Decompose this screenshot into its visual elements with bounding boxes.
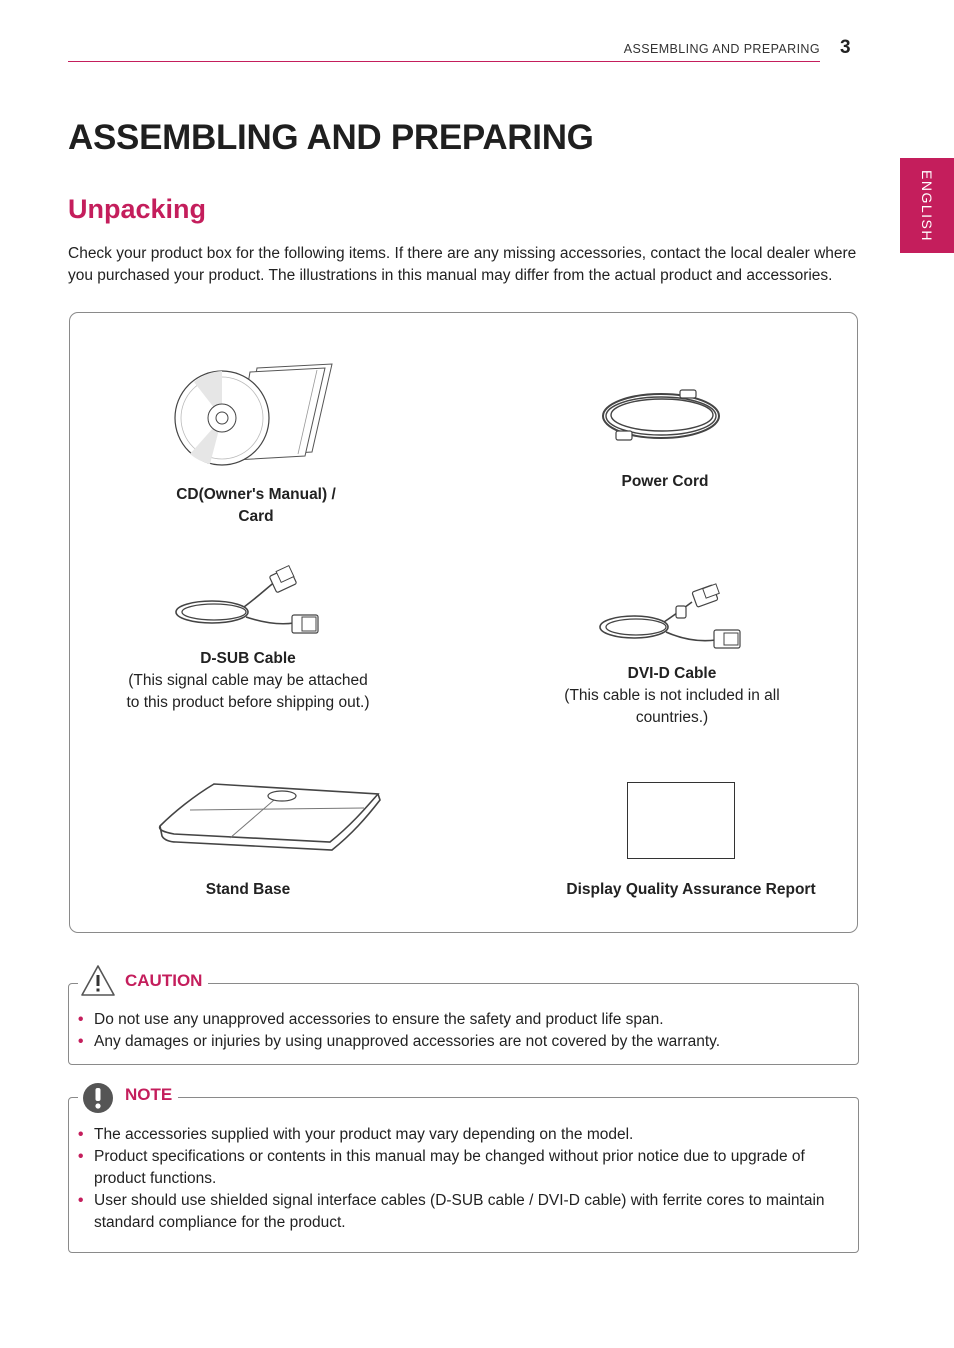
report-title: Display Quality Assurance Report xyxy=(566,881,816,898)
dsub-note-line1: (This signal cable may be attached xyxy=(128,672,368,689)
page-number: 3 xyxy=(840,37,851,58)
header-section-label: ASSEMBLING AND PREPARING xyxy=(623,42,820,56)
stand-base-caption xyxy=(148,879,348,901)
stand-base-title: Stand Base xyxy=(205,881,291,898)
dsub-title: D-SUB Cable xyxy=(200,650,296,667)
report-caption xyxy=(540,879,842,901)
dvid-caption xyxy=(534,663,810,729)
language-tab-label: ENGLISH xyxy=(919,169,935,242)
caution-title: CAUTION xyxy=(117,971,208,991)
section-title: Unpacking xyxy=(68,194,207,224)
cd-card-illustration xyxy=(172,360,337,470)
report-illustration xyxy=(627,782,735,859)
stand-base-illustration xyxy=(154,776,384,856)
power-cord-title: Power Cord xyxy=(621,473,709,490)
cd-title-line2: Card xyxy=(238,508,274,525)
cd-caption xyxy=(140,484,372,528)
intro-paragraph: Check your product box for the following items. If there are any missing accessories, contact the local dealer where you purchased your product. The illustrations in this manual may differ from the actual product and accessories. xyxy=(68,245,857,284)
warning-triangle-icon xyxy=(80,963,116,999)
cd-title-line1: CD(Owner's Manual) / xyxy=(176,486,336,503)
caution-list xyxy=(68,1009,848,1053)
caution-item: • Do not use any unapproved accessories to ensure the safety and product life span. xyxy=(68,1009,848,1031)
dvid-cable-illustration xyxy=(596,582,756,656)
power-cord-caption xyxy=(560,471,770,493)
note-list xyxy=(68,1124,848,1234)
note-item: • Product specifications or contents in this manual may be changed without prior notice due to upgrade of product functions. xyxy=(68,1146,848,1190)
dsub-note-line2: to this product before shipping out.) xyxy=(126,694,370,711)
dvid-note-line1: (This cable is not included in all xyxy=(564,687,780,704)
caution-item: • Any damages or injuries by using unapproved accessories are not covered by the warranty. xyxy=(68,1031,848,1053)
header-rule xyxy=(68,61,820,62)
exclamation-circle-icon xyxy=(80,1080,116,1116)
power-cord-illustration xyxy=(598,385,728,447)
dvid-note-line2: countries.) xyxy=(635,709,709,726)
language-tab xyxy=(900,158,954,253)
note-item: • User should use shielded signal interface cables (D-SUB cable / DVI-D cable) with ferrite cores to maintain standard compliance for the product. xyxy=(68,1190,848,1234)
note-title: NOTE xyxy=(117,1085,178,1105)
dvid-title: DVI-D Cable xyxy=(627,665,717,682)
dsub-cable-illustration xyxy=(172,565,332,643)
dsub-caption xyxy=(108,648,388,714)
note-item: • The accessories supplied with your product may vary depending on the model. xyxy=(68,1124,848,1146)
page-title: ASSEMBLING AND PREPARING xyxy=(68,118,594,157)
